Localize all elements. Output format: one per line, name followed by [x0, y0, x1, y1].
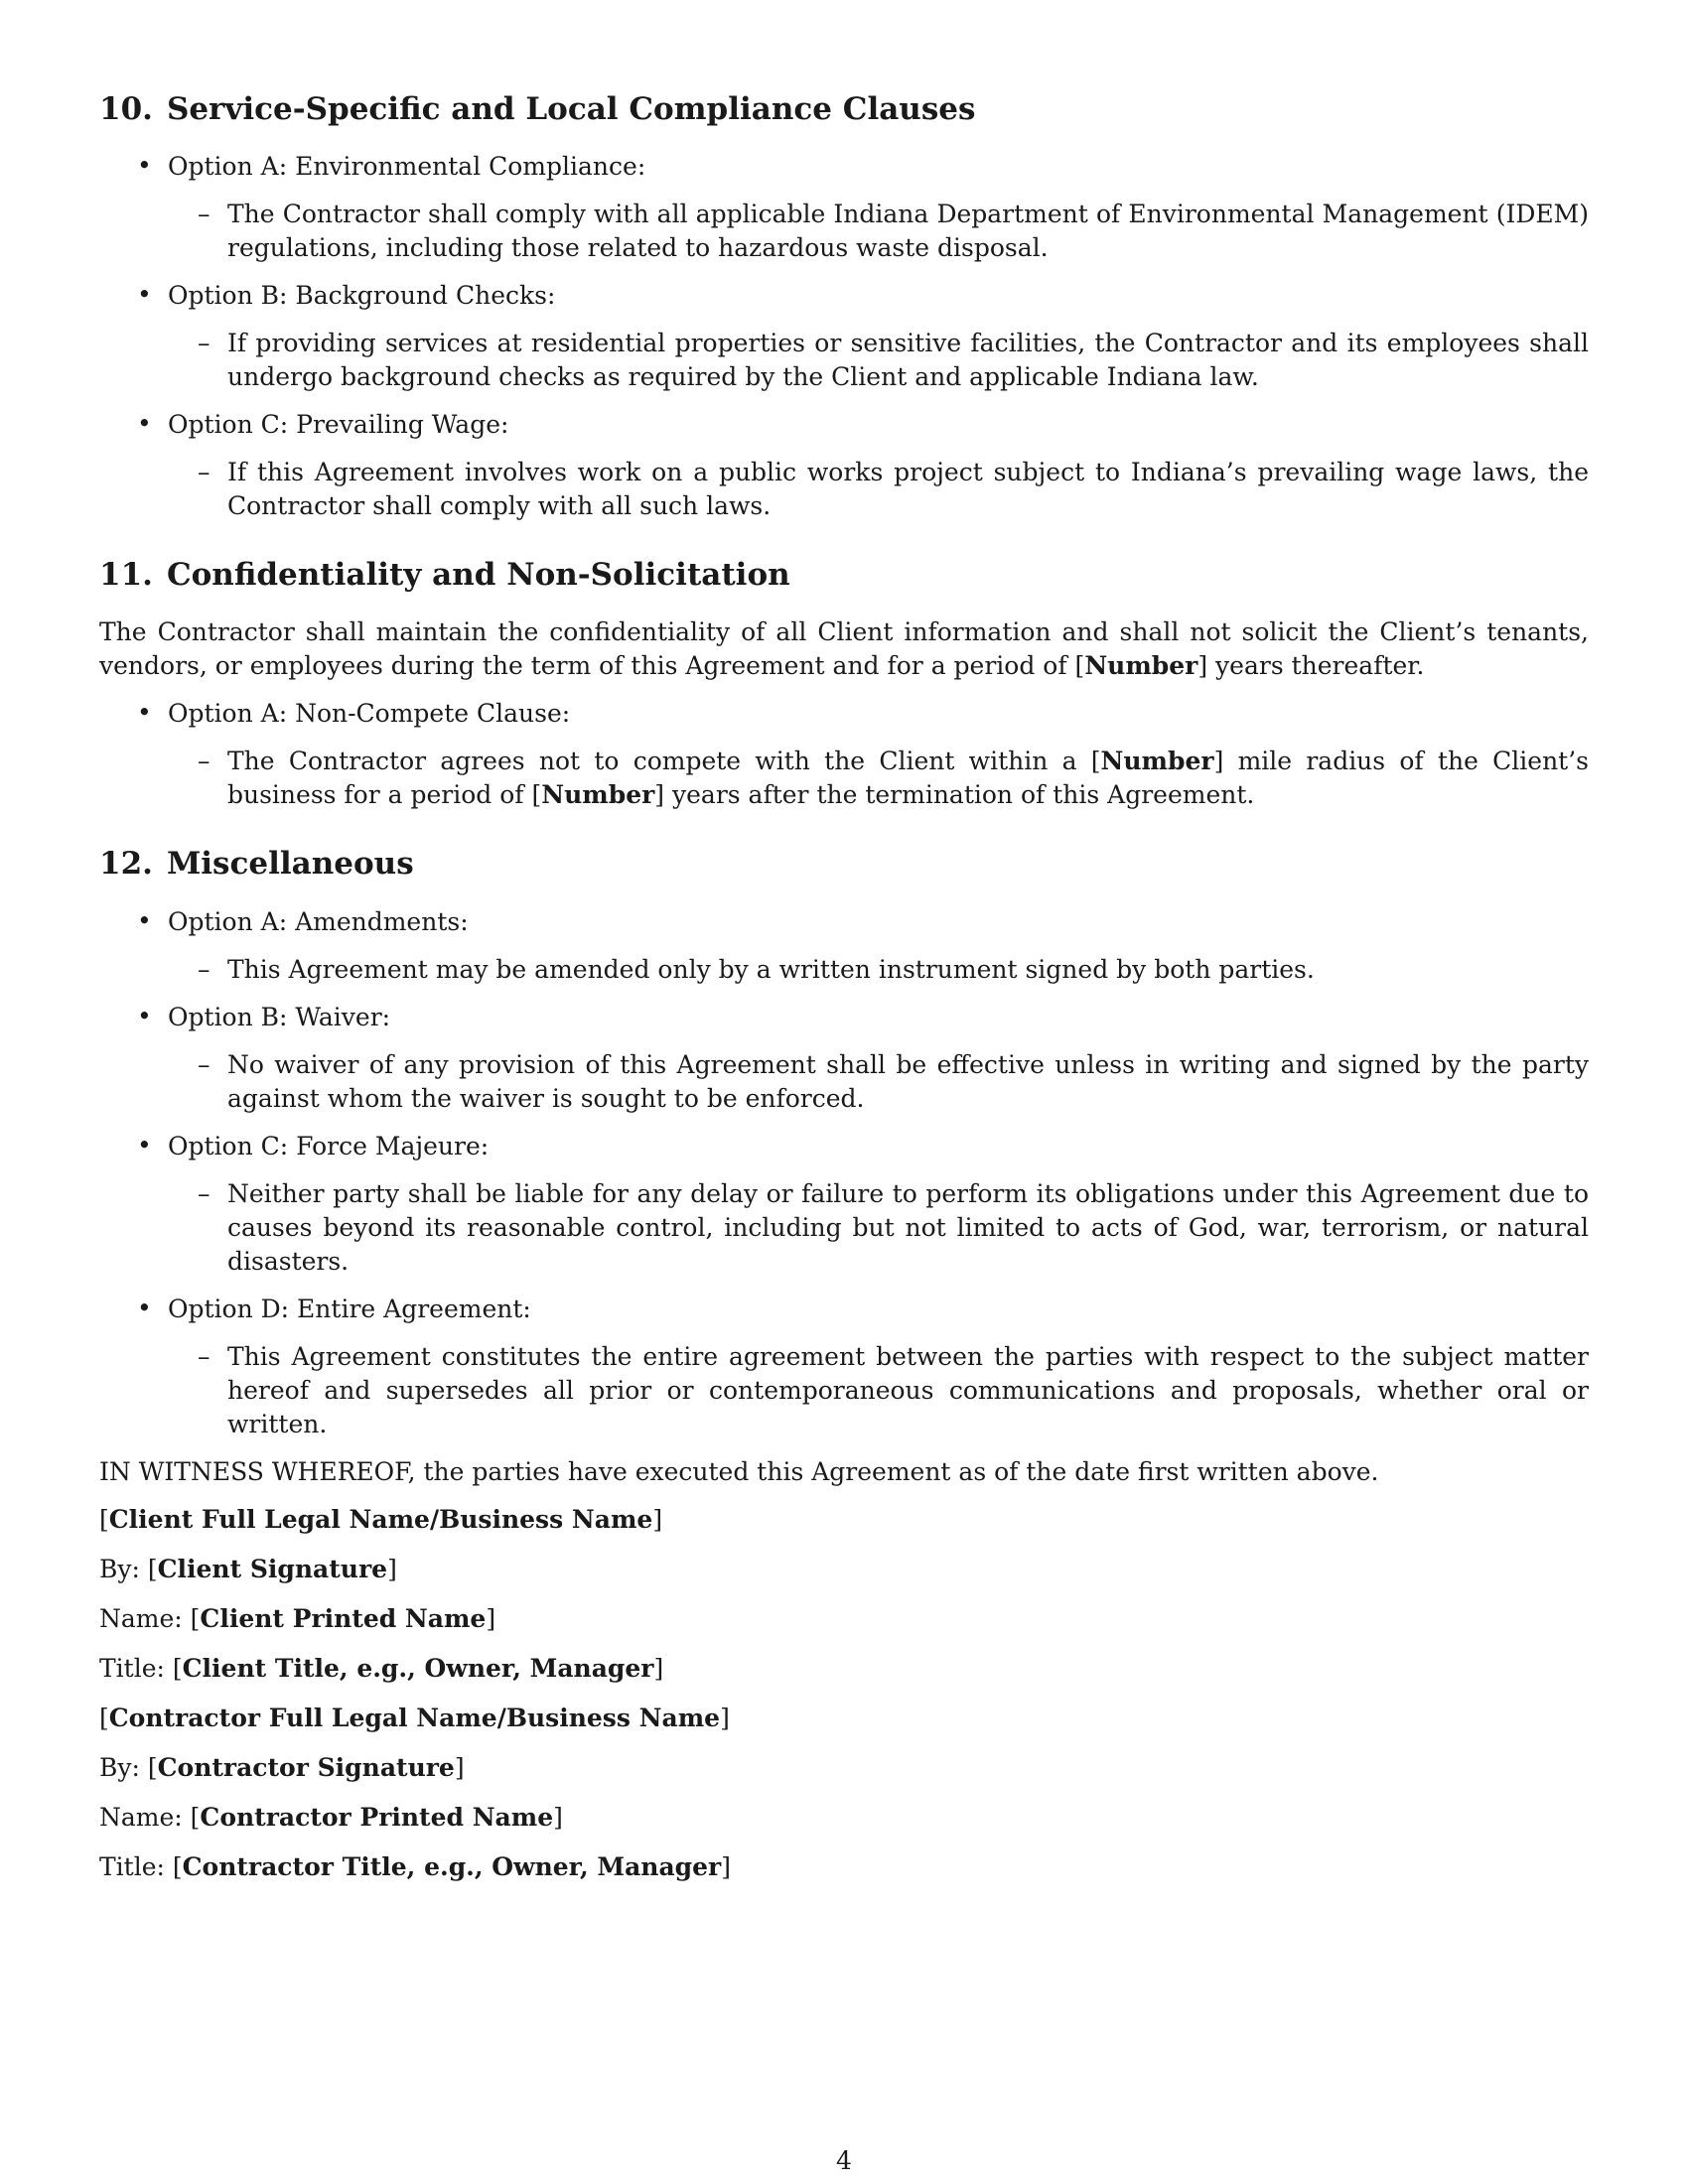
- section-number: 11.: [99, 557, 153, 594]
- option-label: • Option B: Background Checks:: [168, 281, 556, 311]
- option-text: – Neither party shall be liable for any delay or failure to perform its obligations under this Agreement due to causes beyond its reasonable control, including but not limited to acts of God, war, terrorism, or natural disasters.: [168, 1177, 1589, 1279]
- client-title-placeholder: Client Title, e.g., Owner, Manager: [182, 1653, 654, 1683]
- contractor-printed-name-placeholder: Contractor Printed Name: [200, 1802, 554, 1832]
- placeholder-number: Number: [1100, 747, 1214, 776]
- text-run: ] years after the termination of this Agreement.: [654, 780, 1255, 810]
- document-page: [99, 91, 1589, 1900]
- section-title: Confidentiality and Non-Solicitation: [166, 557, 790, 594]
- section-heading: [99, 846, 1589, 883]
- section-number: 10.: [99, 91, 153, 127]
- list-item: [99, 1293, 1589, 1441]
- section-12: [99, 846, 1589, 1440]
- section-10: [99, 91, 1589, 523]
- section-heading: [99, 557, 1589, 594]
- intro-text: The Contractor shall maintain the confidentiality of all Client information and shall not solicit the Client’s tenants, vendors, or employees during the term of this Agreement and for a period of [: [99, 617, 1589, 681]
- option-text: – If this Agreement involves work on a public works project subject to Indiana’s prevailing wage laws, the Contractor shall comply with all such laws.: [168, 456, 1589, 523]
- client-printed-name-line: Name: [Client Printed Name]: [99, 1603, 496, 1633]
- title-label: Title:: [99, 1851, 165, 1881]
- option-label: • Option A: Environmental Compliance:: [168, 152, 646, 182]
- option-label: • Option C: Prevailing Wage:: [168, 410, 509, 440]
- section-heading: [99, 91, 1589, 128]
- option-text: – This Agreement constitutes the entire agreement between the parties with respect to the subject matter hereof and supersedes all prior or contemporaneous communications and proposals, whether oral or written.: [168, 1340, 1589, 1441]
- signature-block: [99, 1503, 1589, 1884]
- contractor-name-placeholder: Contractor Full Legal Name/Business Name: [108, 1703, 721, 1732]
- option-text: [168, 745, 1589, 812]
- intro-text: ] years thereafter.: [1197, 651, 1425, 681]
- list-item: [99, 1001, 1589, 1116]
- text-run: The Contractor agrees not to compete with the Client within a [: [227, 747, 1101, 776]
- client-printed-name-placeholder: Client Printed Name: [200, 1603, 487, 1633]
- placeholder-number: Number: [1084, 651, 1198, 681]
- option-label: • Option A: Amendments:: [168, 906, 469, 936]
- option-text: – The Contractor shall comply with all applicable Indiana Department of Environmental Management (IDEM) regulations, including those related to hazardous waste disposal.: [168, 198, 1589, 265]
- list-item: [99, 150, 1589, 265]
- option-text: – No waiver of any provision of this Agreement shall be effective unless in writing and signed by the party against whom the waiver is sought to be enforced.: [168, 1048, 1589, 1116]
- section-intro: [99, 615, 1589, 683]
- section-title: Miscellaneous: [166, 846, 414, 883]
- contractor-by-line: By: [Contractor Signature]: [99, 1752, 465, 1782]
- contractor-title-line: Title: [Contractor Title, e.g., Owner, Manager]: [99, 1851, 731, 1881]
- by-label: By:: [99, 1752, 140, 1782]
- client-title-line: Title: [Client Title, e.g., Owner, Manager]: [99, 1653, 664, 1683]
- option-label: • Option C: Force Majeure:: [168, 1131, 490, 1160]
- option-label: • Option D: Entire Agreement:: [168, 1294, 531, 1323]
- text-run: ] mile radius of the Client’s business for a period of [: [227, 747, 1589, 810]
- option-list: [99, 150, 1589, 523]
- witness-statement: IN WITNESS WHEREOF, the parties have executed this Agreement as of the date first written above.: [99, 1456, 1379, 1486]
- contractor-title-placeholder: Contractor Title, e.g., Owner, Manager: [182, 1851, 722, 1881]
- client-signature-placeholder: Client Signature: [157, 1554, 388, 1583]
- option-list: [99, 697, 1589, 812]
- section-11: [99, 557, 1589, 812]
- contractor-printed-name-line: Name: [Contractor Printed Name]: [99, 1802, 563, 1832]
- contractor-name-line: [Contractor Full Legal Name/Business Name]: [99, 1703, 730, 1732]
- contractor-signature-placeholder: Contractor Signature: [157, 1752, 455, 1782]
- by-label: By:: [99, 1554, 140, 1583]
- option-text: – This Agreement may be amended only by a written instrument signed by both parties.: [168, 953, 1589, 987]
- name-label: Name:: [99, 1603, 183, 1633]
- client-name-placeholder: Client Full Legal Name/Business Name: [108, 1504, 653, 1534]
- placeholder-number: Number: [541, 780, 655, 810]
- name-label: Name:: [99, 1802, 183, 1832]
- client-by-line: By: [Client Signature]: [99, 1554, 397, 1583]
- option-list: [99, 905, 1589, 1441]
- section-number: 12.: [99, 846, 153, 883]
- list-item: [99, 905, 1589, 987]
- list-item: [99, 408, 1589, 523]
- page-number: 4: [836, 2146, 852, 2175]
- option-text: – If providing services at residential properties or sensitive facilities, the Contractor and its employees shall undergo background checks as required by the Client and applicable Indiana law.: [168, 327, 1589, 394]
- option-label: • Option A: Non-Compete Clause:: [168, 699, 571, 729]
- title-label: Title:: [99, 1653, 165, 1683]
- client-name-line: [Client Full Legal Name/Business Name]: [99, 1504, 663, 1534]
- list-item: [99, 279, 1589, 394]
- section-title: Service-Specific and Local Compliance Clauses: [166, 91, 976, 127]
- list-item: [99, 697, 1589, 812]
- list-item: [99, 1130, 1589, 1279]
- option-label: • Option B: Waiver:: [168, 1002, 391, 1031]
